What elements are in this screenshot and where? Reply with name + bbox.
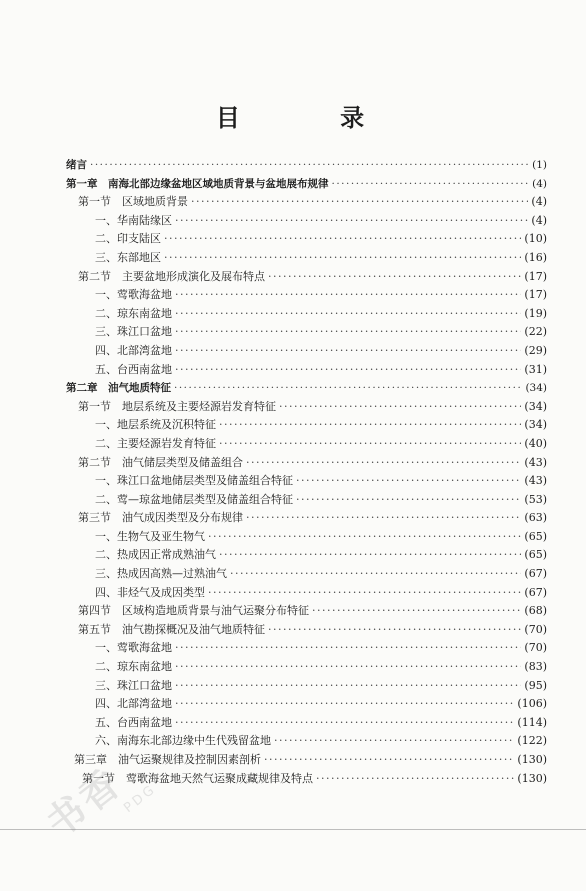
toc-entry[interactable]: [66, 658, 547, 677]
toc-leader-dots: [175, 323, 521, 342]
toc-entry[interactable]: [66, 249, 547, 268]
toc-entry[interactable]: [66, 361, 547, 380]
toc-entry-title: 第二章 油气地质特征: [66, 382, 171, 395]
toc-entry-title: 第三节 油气成因类型及分布规律: [78, 511, 243, 525]
toc-leader-dots: [279, 398, 521, 417]
toc-entry-title: 第五节 油气勘探概况及油气地质特征: [78, 622, 265, 636]
toc-entry-page: (106): [517, 697, 547, 711]
toc-entry-page: (68): [524, 604, 547, 618]
toc-leader-dots: [316, 770, 514, 789]
toc-entry[interactable]: [66, 193, 547, 212]
toc-leader-dots: [175, 695, 514, 714]
toc-entry[interactable]: [66, 528, 547, 547]
toc-entry-title: 一、生物气及亚生物气: [95, 529, 205, 543]
toc-entry-page: (43): [524, 474, 547, 488]
toc-entry-page: (114): [517, 715, 547, 729]
toc-leader-dots: [175, 639, 521, 658]
toc-leader-dots: [175, 212, 528, 231]
watermark-sub: PDG: [121, 781, 160, 817]
toc-leader-dots: [175, 305, 521, 324]
toc-entry-page: (67): [524, 585, 547, 599]
toc-leader-dots: [312, 602, 521, 621]
toc-entry-page: (95): [524, 678, 547, 692]
toc-leader-dots: [219, 435, 521, 454]
toc-entry[interactable]: [66, 695, 547, 714]
toc-leader-dots: [268, 268, 521, 287]
toc-entry-title: 一、莺歌海盆地: [95, 641, 172, 655]
toc-leader-dots: [164, 230, 521, 249]
toc-entry-page: (70): [524, 622, 547, 636]
toc-entry-title: 第一节 地层系统及主要烃源岩发育特征: [78, 399, 276, 413]
toc-leader-dots: [246, 454, 521, 473]
toc-entry-title: 二、热成因正常成熟油气: [95, 548, 216, 562]
toc-leader-dots: [208, 528, 521, 547]
toc-entry-page: (16): [524, 250, 547, 264]
toc-entry[interactable]: [66, 491, 547, 510]
toc-entry-title: 四、北部湾盆地: [95, 697, 172, 711]
toc-leader-dots: [219, 546, 521, 565]
toc-leader-dots: [191, 193, 528, 212]
toc-entry[interactable]: [66, 286, 547, 305]
toc-entry-title: 三、热成因高熟—过熟油气: [95, 567, 227, 581]
toc-entry[interactable]: [66, 584, 547, 603]
toc-entry-page: (34): [525, 382, 547, 395]
page-title: 目 录: [215, 104, 411, 132]
toc-leader-dots: [296, 472, 521, 491]
toc-entry[interactable]: [66, 323, 547, 342]
toc-entry-page: (31): [524, 362, 547, 376]
toc-entry-title: 三、珠江口盆地: [95, 325, 172, 339]
toc-leader-dots: [174, 379, 522, 398]
toc-entry-title: 第二节 主要盆地形成演化及展布特点: [78, 269, 265, 283]
toc-entry-title: 一、地层系统及沉积特征: [95, 418, 216, 432]
toc-entry-page: (65): [524, 529, 547, 543]
toc-entry-page: (17): [524, 288, 547, 302]
toc-leader-dots: [332, 175, 530, 194]
toc-entry[interactable]: [66, 454, 547, 473]
toc-entry[interactable]: [66, 212, 547, 231]
toc-entry[interactable]: [66, 379, 547, 398]
toc-entry-title: 二、琼东南盆地: [95, 660, 172, 674]
toc-leader-dots: [175, 714, 514, 733]
toc-entry[interactable]: [66, 546, 547, 565]
toc-entry[interactable]: [66, 509, 547, 528]
toc-leader-dots: [264, 751, 514, 770]
toc-entry-title: 第一章 南海北部边缘盆地区域地质背景与盆地展布规律: [66, 177, 329, 190]
toc-entry-title: 三、珠江口盆地: [95, 678, 172, 692]
toc-entry-page: (4): [532, 177, 547, 190]
table-of-contents: [66, 156, 547, 788]
toc-leader-dots: [175, 361, 521, 380]
toc-entry-title: 二、莺—琼盆地储层类型及储盖组合特征: [95, 492, 293, 506]
toc-leader-dots: [268, 621, 521, 640]
toc-entry-title: 第一节 区域地质背景: [78, 195, 188, 209]
toc-entry-title: 三、东部地区: [95, 250, 161, 264]
toc-entry-title: 一、莺歌海盆地: [95, 288, 172, 302]
toc-entry-page: (1): [532, 159, 547, 171]
toc-entry[interactable]: [66, 230, 547, 249]
toc-entry[interactable]: [66, 677, 547, 696]
toc-leader-dots: [274, 732, 514, 751]
toc-entry[interactable]: [66, 305, 547, 324]
toc-entry-title: 第一节 莺歌海盆地天然气运聚成藏规律及特点: [82, 771, 313, 785]
toc-entry[interactable]: [66, 268, 547, 287]
toc-entry-title: 六、南海东北部边缘中生代残留盆地: [95, 734, 271, 748]
toc-leader-dots: [175, 342, 521, 361]
toc-entry-page: (17): [524, 269, 547, 283]
toc-entry[interactable]: [66, 416, 547, 435]
toc-entry-page: (40): [524, 436, 547, 450]
toc-entry-title: 二、主要烃源岩发育特征: [95, 436, 216, 450]
toc-entry-page: (22): [524, 325, 547, 339]
toc-entry-page: (70): [524, 641, 547, 655]
toc-entry-title: 五、台西南盆地: [95, 362, 172, 376]
toc-entry-title: 五、台西南盆地: [95, 715, 172, 729]
toc-entry-page: (43): [524, 455, 547, 469]
toc-entry[interactable]: [66, 342, 547, 361]
toc-leader-dots: [175, 658, 521, 677]
toc-entry-page: (53): [524, 492, 547, 506]
toc-entry-page: (19): [524, 306, 547, 320]
toc-entry-title: 第三章 油气运聚规律及控制因素剖析: [74, 753, 261, 766]
toc-entry-title: 四、非烃气及成因类型: [95, 585, 205, 599]
toc-entry-page: (4): [531, 195, 547, 209]
toc-entry[interactable]: [66, 472, 547, 491]
toc-entry-page: (63): [524, 511, 547, 525]
toc-entry-page: (10): [524, 232, 547, 246]
toc-entry-page: (29): [524, 343, 547, 357]
toc-entry-page: (65): [524, 548, 547, 562]
toc-leader-dots: [230, 565, 521, 584]
toc-entry-title: 一、珠江口盆地储层类型及储盖组合特征: [95, 474, 293, 488]
toc-entry-title: 第四节 区域构造地质背景与油气运聚分布特征: [78, 604, 309, 618]
toc-entry-title: 绪言: [66, 159, 87, 171]
toc-entry-title: 第二节 油气储层类型及储盖组合: [78, 455, 243, 469]
toc-entry-page: (34): [524, 418, 547, 432]
toc-leader-dots: [296, 491, 521, 510]
toc-entry[interactable]: [66, 621, 547, 640]
toc-leader-dots: [164, 249, 521, 268]
toc-leader-dots: [175, 677, 521, 696]
toc-entry-page: (34): [524, 399, 547, 413]
toc-entry-page: (130): [517, 753, 547, 766]
toc-entry-page: (4): [531, 213, 547, 227]
toc-leader-dots: [219, 416, 521, 435]
toc-entry[interactable]: [66, 398, 547, 417]
toc-leader-dots: [246, 509, 521, 528]
toc-entry-title: 二、印支陆区: [95, 232, 161, 246]
toc-entry-page: (130): [517, 771, 547, 785]
toc-entry-page: (67): [524, 567, 547, 581]
toc-entry-page: (83): [524, 660, 547, 674]
toc-entry[interactable]: [66, 565, 547, 584]
toc-entry[interactable]: [66, 639, 547, 658]
toc-entry-page: (122): [517, 734, 547, 748]
watermark-main: 书香: [37, 759, 131, 846]
toc-entry[interactable]: [66, 435, 547, 454]
toc-leader-dots: [208, 584, 521, 603]
toc-entry[interactable]: [66, 156, 547, 175]
toc-entry[interactable]: [66, 602, 547, 621]
toc-leader-dots: [175, 286, 521, 305]
toc-entry[interactable]: [66, 175, 547, 194]
toc-entry-title: 四、北部湾盆地: [95, 343, 172, 357]
toc-entry-title: 二、琼东南盆地: [95, 306, 172, 320]
toc-leader-dots: [90, 156, 529, 175]
toc-entry-title: 一、华南陆缘区: [95, 213, 172, 227]
